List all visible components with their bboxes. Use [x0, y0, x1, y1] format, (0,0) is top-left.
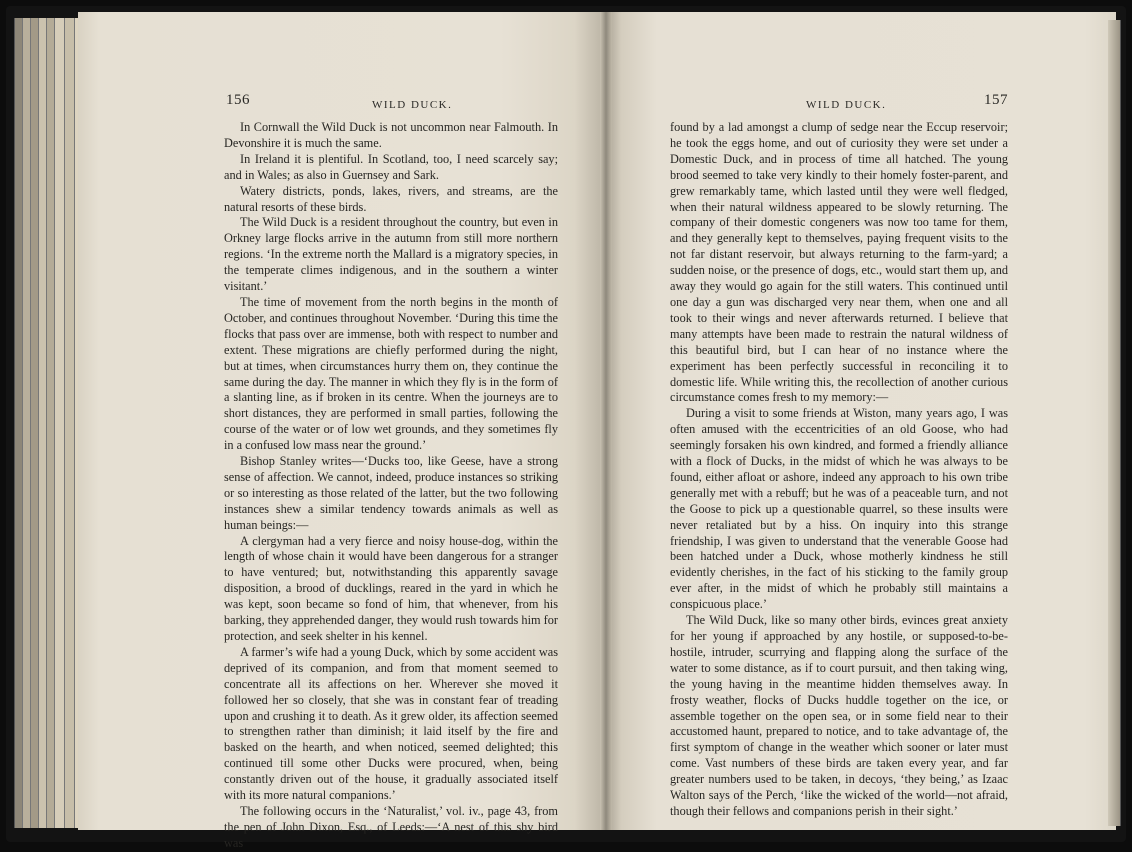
right-page-number: 157 [984, 92, 1008, 108]
paragraph: The time of movement from the north begins in the month of October, and continues throughout November. ‘During this time the flocks that pass over are immense, both with respect to number and extent. These migrations are chiefly performed during the night, but at times, when circumstances hurry them on, they continue the same during the day. The manner in which they fly is in the form of a slanting line, as if broken in its centre. When the journeys are to short distances, they are performed in small parties, following the course of the water or of low wet grounds, and they sometimes fly in a confused low mass near the ground.’ [224, 294, 558, 453]
paragraph: Watery districts, ponds, lakes, rivers, and streams, are the natural resorts of these birds. [224, 183, 558, 214]
left-page-number: 156 [226, 92, 250, 108]
right-page-text [670, 120, 1008, 820]
paragraph: A farmer’s wife had a young Duck, which by some accident was deprived of its companion, and from that moment seemed to concentrate all its affections on her. Wherever she moved it followed her so closely, that she was in constant fear of treading upon and crushing it to death. As it grew older, its affection seemed to strengthen rather than diminish; it laid itself by the fire and basked on the hearth, and when noticed, seemed delighted; this continued till some other Ducks were procured, when, being constantly driven out of the house, it gradually associated itself with its more natural companions.’ [224, 644, 558, 803]
paragraph: In Ireland it is plentiful. In Scotland, too, I need scarcely say; and in Wales; as also in Guernsey and Sark. [224, 151, 558, 182]
paragraph: The Wild Duck is a resident throughout the country, but even in Orkney large flocks arrive in the autumn from still more northern regions. ‘In the extreme north the Mallard is a migratory species, in the temperate climes indigenous, and in the southern a winter visitant.’ [224, 215, 558, 294]
paragraph: A clergyman had a very fierce and noisy house-dog, within the length of whose chain it would have been dangerous for a stranger to have ventured; but, notwithstanding this apparently savage disposition, a brood of ducklings, reared in the yard in which he was kept, soon became so fond of him, that whenever, from his barking, they apprehended danger, they would rush towards him for protection, and seek shelter in his kennel. [224, 533, 558, 643]
paragraph: The following occurs in the ‘Naturalist,’ vol. iv., page 43, from the pen of John Dixon, Esq., of Leeds:—‘A nest of this shy bird was [224, 803, 558, 850]
left-page-text [224, 120, 558, 852]
paragraph: Bishop Stanley writes—‘Ducks too, like Geese, have a strong sense of affection. We cannot, indeed, produce instances so striking or so interesting as those related of the latter, but the two following instances shew a similar tendency towards animals as well as human beings:— [224, 454, 558, 532]
book-gutter [600, 12, 612, 830]
right-page-edge [1108, 20, 1121, 826]
paragraph: In Cornwall the Wild Duck is not uncommon near Falmouth. In Devonshire it is much the same. [224, 120, 558, 150]
paragraph: The Wild Duck, like so many other birds, evinces great anxiety for her young if approached by any hostile, or supposed-to-be-hostile, intruder, scurrying and flapping along the surface of the water to some distance, as if to court pursuit, and then taking wing, the young having in the meantime hidden themselves away. In frosty weather, flocks of Ducks huddle together on the ice, or assemble together on the open sea, or in some field near to their accustomed haunt, prepared to notice, and to take advantage of, the first symptom of change in the weather which sooner or later must come. Vast numbers of these birds are taken every year, and far greater numbers used to be taken, in decoys, ‘they being,’ as Izaac Walton says of the Perch, ‘like the wicked of the world—not afraid, though their fellows and companions perish in their sight.’ [670, 613, 1008, 818]
paragraph: During a visit to some friends at Wiston, many years ago, I was often amused with the eccentricities of an old Goose, who had seemingly forsaken his own kindred, and formed a friendly alliance with a flock of Ducks, in the midst of which he was always to be found, either afloat or ashore, indeed any approach to his own tribe generally met with a rebuff; but he was of a peaceable turn, and not the Goose to pick up a questionable quarrel, so these insults were never retaliated but by a hiss. On inquiry into this strange friendship, I was given to understand that the venerable Goose had been hatched under a Duck, whose motherly kindness he still evidently cherishes, in the fact of his sticking to the family group ever after, in the midst of which he probably still maintains a conspicuous place.’ [670, 406, 1008, 612]
right-running-head: WILD DUCK. [806, 99, 887, 111]
paragraph-continued: found by a lad amongst a clump of sedge near the Eccup reservoir; he took the eggs home, and out of curiosity they were set under a Domestic Duck, and in process of time all hatched. The young brood seemed to take very kindly to their homely foster-parent, and grew remarkably tame, which lasted until they were well fledged, when their natural wildness appeared to be slowly returning. The company of their domestic congeners was now too tame for them, and they generally kept to themselves, paying frequent visits to the not far distant reservoir, but always returning to the farm-yard; a sudden noise, or the presence of dogs, etc., would start them up, and away they would go again for the still waters. This continued until one day a gun was discharged very near them, when one and all took to their wings and never afterwards returned. I believe that many attempts have been made to restrain the natural wildness of this beautiful bird, but I can hear of no instance where the experiment has been perfectly successful in reconciling it to domestic life. While writing this, the recollection of another curious circumstance comes fresh to my memory:— [670, 120, 1008, 405]
left-running-head: WILD DUCK. [372, 99, 453, 111]
